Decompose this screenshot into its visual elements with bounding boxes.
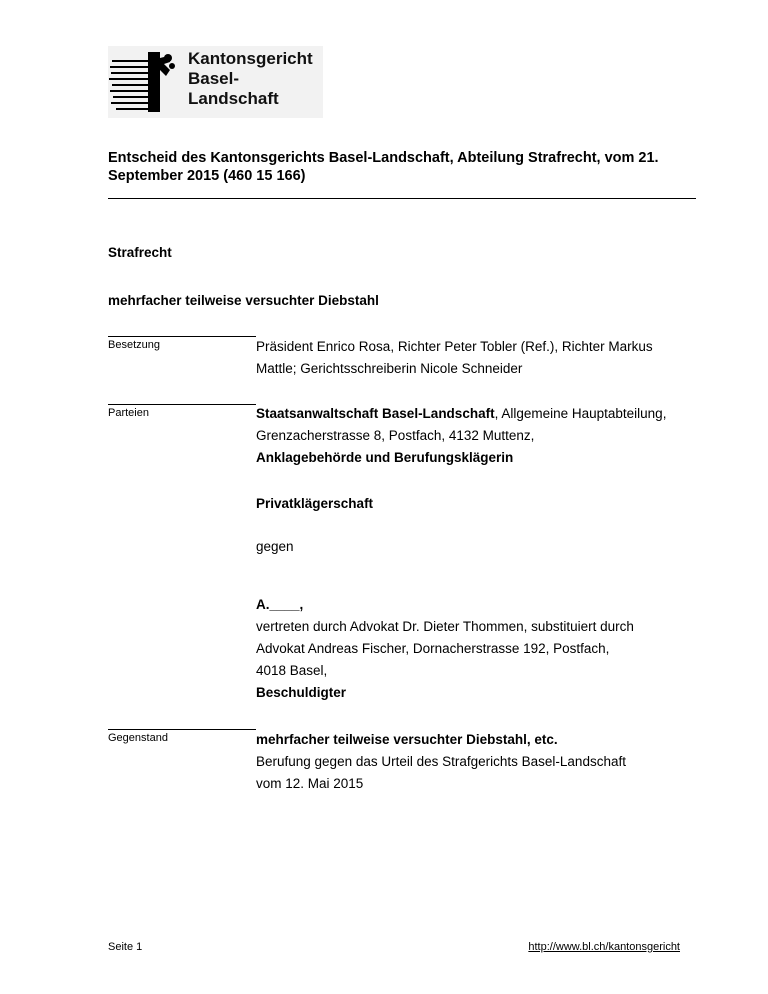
gegenstand-title: mehrfacher teilweise versuchter Diebstahl, etc. xyxy=(256,732,558,747)
gegenstand-block xyxy=(256,729,696,795)
gegenstand-line-2: vom 12. Mai 2015 xyxy=(256,776,364,791)
parteien-rule xyxy=(108,404,256,405)
party-2-line-1: vertreten durch Advokat Dr. Dieter Thommen, substituiert durch xyxy=(256,619,634,634)
logo-line-2: Basel-Landschaft xyxy=(188,69,279,108)
basel-crozier-icon xyxy=(108,46,186,118)
party-1-role: Anklagebehörde und Berufungsklägerin xyxy=(256,450,514,465)
footer-link[interactable]: http://www.bl.ch/kantonsgericht xyxy=(528,941,680,953)
logo-wordmark xyxy=(188,49,323,109)
gegenstand-rule xyxy=(108,729,256,730)
party-1-text xyxy=(256,403,696,447)
party-2-line-2: Advokat Andreas Fischer, Dornacherstrasse 192, Postfach, xyxy=(256,641,610,656)
court-logo xyxy=(108,46,323,118)
gegen-text: gegen xyxy=(256,539,294,554)
logo-line-1: Kantonsgericht xyxy=(188,49,313,68)
section-heading: Strafrecht xyxy=(108,245,172,260)
document-title: Entscheid des Kantonsgerichts Basel-Landschaft, Abteilung Strafrecht, vom 21. September 2015 (460 15 166) xyxy=(108,150,659,184)
party-1-name: Staatsanwaltschaft Basel-Landschaft xyxy=(256,406,495,421)
privat-klaegerschaft: Privatklägerschaft xyxy=(256,496,374,511)
party-2-name: A.____, xyxy=(256,597,304,612)
title-divider xyxy=(108,198,696,199)
party-1-address: , Allgemeine Hauptabteilung, Grenzacherstrasse 8, Postfach, 4132 Muttenz, xyxy=(256,406,667,443)
party-1-block xyxy=(256,403,696,469)
besetzung-rule xyxy=(108,336,256,337)
besetzung-label: Besetzung xyxy=(108,339,160,351)
subject-heading: mehrfacher teilweise versuchter Diebstahl xyxy=(108,293,379,308)
page-number: Seite 1 xyxy=(108,941,143,953)
gegenstand-label: Gegenstand xyxy=(108,732,168,744)
parteien-label: Parteien xyxy=(108,407,149,419)
gegenstand-line-1: Berufung gegen das Urteil des Strafgerichts Basel-Landschaft xyxy=(256,754,626,769)
party-2-block xyxy=(256,594,696,704)
party-2-line-3: 4018 Basel, xyxy=(256,663,328,678)
party-2-role: Beschuldigter xyxy=(256,685,347,700)
besetzung-text: Präsident Enrico Rosa, Richter Peter Tobler (Ref.), Richter Markus Mattle; Gerichtsschreiberin Nicole Schneider xyxy=(256,339,653,376)
